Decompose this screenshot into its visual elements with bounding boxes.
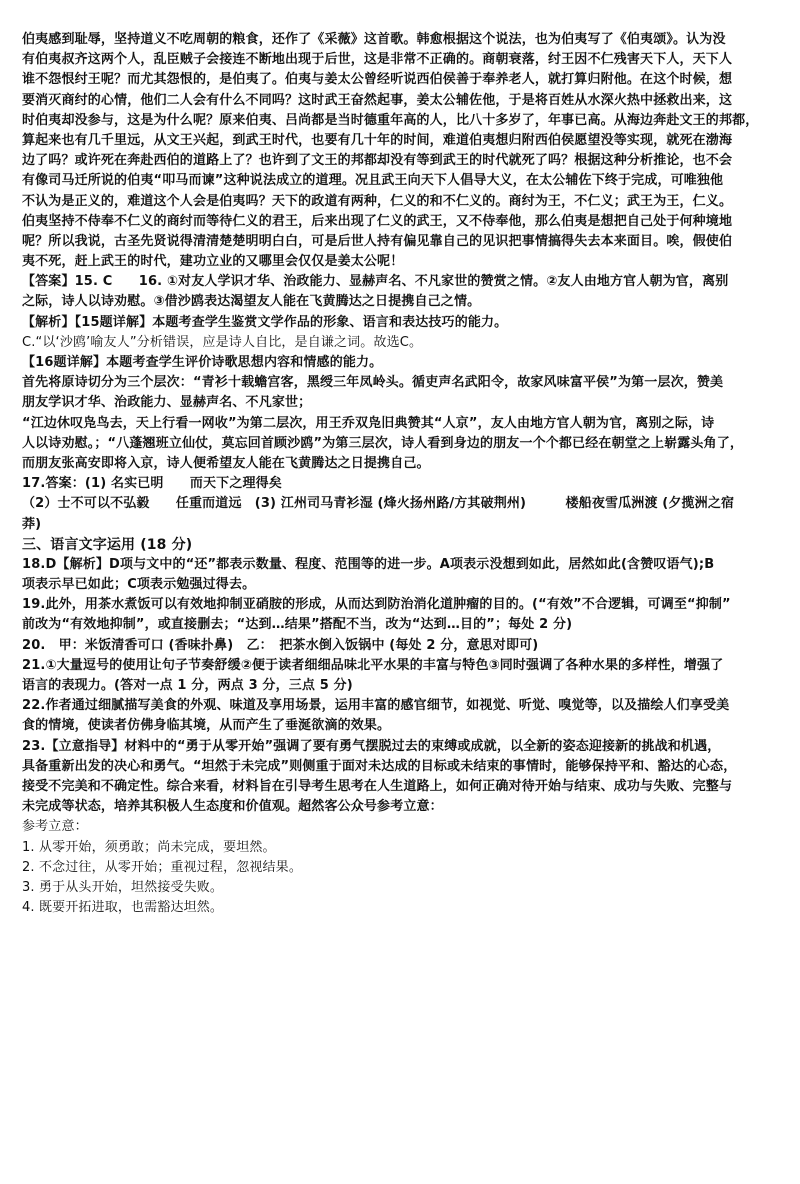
text-line: 21.①大量逗号的使用让句子节奏舒缓②便于读者细细品味北平水果的丰富与特色③同时强调了各种水果的多样性，增强了: [22, 657, 724, 673]
text-line: 18.D【解析】D项与文中的“还”都表示数量、程度、范围等的进一步。A项表示没想到如此，居然如此(含赞叹语气);B: [22, 556, 715, 572]
text-line: 有伯夷叔齐这两个人，乱臣贼子会接连不断地出现于后世，这是非常不正确的。商朝衰落，纣王因不仁残害天下人，天下人: [22, 52, 733, 68]
text-line: 时伯夷却没参与，这是为什么呢？原来伯夷、吕尚都是当时德重年高的人，比八十多岁了，年事已高。从海边奔赴文王的邦都，: [22, 112, 759, 128]
text-line: 接受不完美和不确定性。综合来看，材料旨在引导考生思考在人生道路上，如何正确对待开始与结束、成功与失败、完整与: [22, 778, 733, 794]
text-line: 算起来也有几千里远，从文王兴起，到武王时代，也要有几十年的时间，难道伯夷想归附西伯侯愿望没等实现，就死在渤海: [22, 132, 733, 148]
text-line: 【解析】【15题详解】本题考查学生鉴赏文学作品的形象、语言和表达技巧的能力。: [22, 314, 508, 330]
text-line: 项表示早已如此；C项表示勉强过得去。: [22, 577, 256, 593]
text-line: 呢？所以我说，古圣先贤说得清清楚楚明明白白，可是后世人持有偏见靠自己的见识把事情搞得失去本来面目。唉，假使伯: [22, 233, 733, 249]
text-line: 要消灭商纣的心情，他们二人会有什么不同吗？这时武王奋然起事，姜太公辅佐他，于是将百姓从水深火热中拯救出来，这: [22, 92, 733, 108]
text-line: 具备重新出发的决心和勇气。“坦然于未完成”则侧重于面对未达成的目标或未结束的事情时，能够保持平和、豁达的心态，: [22, 758, 737, 774]
text-line: 3. 勇于从头开始，坦然接受失败。: [22, 879, 224, 895]
text-line: 语言的表现力。(答对一点 1 分，两点 3 分，三点 5 分): [22, 678, 353, 693]
text-line: 朋友学识才华、治政能力、显赫声名、不凡家世；: [22, 395, 312, 411]
text-line: 伯夷坚持不侍奉不仁义的商纣而等待仁义的君王，后来出现了仁义的武王，又不侍奉他，那么伯夷是想把自己处于何种境地: [22, 213, 733, 229]
text-line: 23.【立意指导】材料中的“勇于从零开始”强调了要有勇气摆脱过去的束缚或成就，以全新的姿态迎接新的挑战和机遇，: [22, 738, 721, 754]
text-line: 未完成等状态，培养其积极人生态度和价值观。超然客公众号参考立意：: [22, 799, 443, 815]
text-line: 17.答案：(1) 名实已明 而天下之理得矣: [22, 476, 282, 492]
text-line: 【16题详解】本题考查学生评价诗歌思想内容和情感的能力。: [22, 355, 383, 370]
text-line: 莽): [22, 516, 42, 532]
text-line: 20. 甲：米饭清香可口 (香味扑鼻) 乙： 把茶水倒入饭锅中 (每处 2 分，意思对即可): [22, 637, 539, 653]
text-line: 人以诗劝慰。；“八蓬翘班立仙仗，莫忘回首顾沙鸥”为第三层次，诗人看到身边的朋友一个个都已经在朝堂之上崭露头角了，: [22, 435, 743, 451]
text-line: 22.作者通过细腻描写美食的外观、味道及享用场景，运用丰富的感官细节，如视觉、听觉、嗅觉等，以及描绘人们享受美: [22, 698, 730, 714]
text-line: 夷不死，赶上武王的时代，建功立业的又哪里会仅仅是姜太公呢！: [22, 254, 404, 270]
text-line: 【答案】15. C 16. ①对友人学识才华、治政能力、显赫声名、不凡家世的赞赏之情。②友人由地方官人朝为官，离别: [22, 274, 729, 290]
text-line: 19.此外，用茶水煮饭可以有效地抑制亚硝胺的形成，从而达到防治消化道肿瘤的目的。(“有效”不合逻辑，可调至“抑制”: [22, 597, 731, 613]
text-line: 不认为是正义的，难道这个人会是伯夷吗？天下的政道有两种，仁义的和不仁义的。商纣为王，不仁义；武王为王，仁义。: [22, 193, 733, 209]
text-line: 前改为“有效地抑制”，或直接删去；“达到…结果”搭配不当，改为“达到…目的”；每处 2 分): [22, 617, 573, 633]
text-line: 食的情境，使读者仿佛身临其境，从而产生了垂涎欲滴的效果。: [22, 718, 391, 734]
text-line: 参考立意：: [22, 819, 88, 835]
section-heading: 三、语言文字运用 (18 分): [22, 536, 193, 553]
text-line: 谁不怨恨纣王呢？而尤其怨恨的，是伯夷了。伯夷与姜太公曾经听说西伯侯善于奉养老人，就打算归附他。在这个时候，想: [22, 72, 733, 88]
text-line: 伯夷感到耻辱，坚持道义不吃周朝的粮食，还作了《采薇》这首歌。韩愈根据这个说法，也为伯夷写了《伯夷颂》。认为没: [22, 32, 726, 47]
text-line: 4. 既要开拓进取，也需豁达坦然。: [22, 900, 224, 916]
text-line: C.“以‘沙鸥’喻友人”分析错误，应是诗人自比，是自谦之词。故选C。: [22, 334, 423, 350]
text-line: 边了吗？或许死在奔赴西伯的道路上了？也许到了文王的邦都却没有等到武王的时代就死了吗？根据这种分析推论，也不会: [22, 153, 733, 169]
text-line: 1. 从零开始，须勇敢；尚未完成，要坦然。: [22, 839, 276, 855]
text-line: 2. 不念过往，从零开始；重视过程，忽视结果。: [22, 859, 302, 875]
text-line: 首先将原诗切分为三个层次：“青衫十载蟾宫客，黑绶三年凤岭头。循吏声名武阳令，故家风味富平侯”为第一层次，赞美: [22, 375, 724, 391]
text-line: 之际，诗人以诗劝慰。③借沙鸥表达渴望友人能在飞黄腾达之日提携自己之情。: [22, 294, 481, 310]
text-line: （2）士不可以不弘毅 任重而道远 (3) 江州司马青衫湿 (烽火扬州路/方其破荆州) 楼船夜雪瓜洲渡 (夕揽洲之宿: [22, 496, 735, 512]
text-line: 有像司马迁所说的伯夷“叩马而谏”这种说法成立的道理。况且武王向天下人倡导大义，在太公辅佐下终于完成，可唯独他: [22, 173, 724, 189]
text-line: 而朋友张高安即将入京，诗人便希望友人能在飞黄腾达之日提携自己。: [22, 455, 430, 471]
text-line: “江边休叹凫鸟去，天上行看一网收”为第二层次，用王乔双凫旧典赞其“人京”，友人由地方官人朝为官，离别之际，诗: [22, 415, 715, 431]
